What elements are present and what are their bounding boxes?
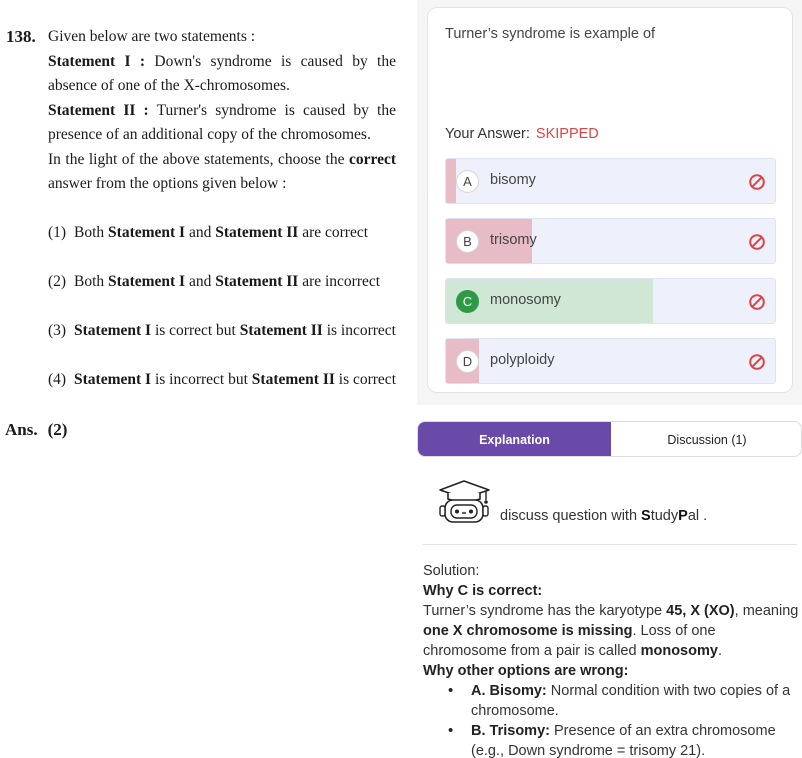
answer-option-a[interactable] — [445, 158, 776, 204]
option-text — [74, 221, 396, 246]
printed-option-1 — [48, 221, 396, 246]
option-bold-1: Statement I — [74, 371, 152, 388]
studypal-p: P — [678, 508, 688, 524]
your-answer — [445, 126, 599, 142]
statement-1-text: Down's syndrome is caused by the absence of one of the X-chromosomes. — [48, 52, 396, 94]
statement-2-label: Statement II : — [48, 101, 149, 119]
option-number: (3) — [48, 322, 67, 339]
question-card — [427, 7, 793, 393]
answer-option-d[interactable] — [445, 338, 776, 384]
answer-option-b[interactable] — [445, 218, 776, 264]
answer-option-c[interactable] — [445, 278, 776, 324]
option-text — [74, 270, 396, 295]
ban-icon — [748, 233, 766, 251]
sol-text: , meaning — [734, 603, 799, 619]
ban-icon — [748, 293, 766, 311]
answer-label: Ans. — [5, 420, 38, 439]
option-letter: A — [456, 170, 479, 193]
ban-icon — [748, 173, 766, 191]
option-post: is incorrect — [326, 322, 396, 339]
option-mid: and — [188, 224, 212, 241]
option-label: bisomy — [490, 172, 536, 188]
option-letter: C — [456, 290, 479, 313]
printed-option-2 — [48, 270, 396, 295]
option-post: are correct — [302, 224, 369, 241]
option-bold-2: Statement II — [251, 371, 335, 388]
quiz-question-text: Turner’s syndrome is example of — [445, 26, 656, 42]
option-mid: is correct but — [154, 322, 236, 339]
sol-bold: one X chromosome is missing — [423, 623, 633, 639]
question-body — [48, 25, 396, 197]
option-letter: D — [456, 350, 479, 373]
answer-key — [5, 418, 67, 443]
option-bold-2: Statement II — [239, 322, 323, 339]
studypal-period: . — [703, 508, 708, 524]
instruction-pre: In the light of the above statements, choose the — [48, 150, 345, 168]
question-number: 138. — [6, 27, 36, 46]
sol-text: Turner’s syndrome has the karyotype — [423, 603, 663, 619]
statement-2-text: Turner's syndrome is caused by the presence of an additional copy of the chromosomes. — [48, 101, 396, 143]
option-post: is correct — [338, 371, 396, 388]
option-number: (4) — [48, 371, 67, 388]
your-answer-label: Your Answer: — [445, 126, 530, 142]
option-text — [74, 368, 396, 393]
sol-term: monosomy — [640, 643, 718, 659]
solution-tabs — [417, 421, 802, 457]
list-item — [447, 681, 799, 721]
option-percentage-bar — [446, 159, 456, 203]
studypal-al: al — [687, 508, 700, 524]
instruction-post: answer from the options given below : — [48, 175, 287, 192]
studypal-text: discuss question with — [500, 508, 638, 524]
answer-value: (2) — [47, 420, 68, 439]
option-letter: B — [456, 230, 479, 253]
option-bold-2: Statement II — [215, 224, 299, 241]
your-answer-status: SKIPPED — [535, 126, 599, 142]
option-bold-1: Statement I — [74, 322, 152, 339]
question-intro: Given below are two statements : — [48, 28, 256, 45]
why-correct-heading: Why C is correct: — [423, 583, 543, 599]
bullet-text: Presence of an extra chromosome (e.g., Down syndrome = trisomy 21). — [471, 723, 776, 758]
option-mid: is incorrect but — [154, 371, 248, 388]
option-mid: and — [188, 273, 212, 290]
sol-text: . — [717, 643, 722, 659]
sol-text: . Loss of one chromosome from a pair is called — [423, 623, 716, 659]
wrong-options-list — [447, 681, 799, 758]
solution-section — [423, 561, 799, 758]
tab-discussion[interactable]: Discussion (1) — [667, 433, 747, 447]
studypal-robot-icon[interactable] — [436, 477, 494, 525]
option-number: (1) — [48, 224, 67, 241]
option-bold-2: Statement II — [215, 273, 299, 290]
option-bold-1: Statement I — [108, 273, 186, 290]
bullet-head: A. Bisomy: — [471, 683, 547, 699]
why-correct-text — [423, 601, 799, 661]
studypal-tudy: tudy — [650, 508, 679, 524]
option-label: monosomy — [490, 292, 561, 308]
ban-icon — [748, 353, 766, 371]
instruction — [48, 148, 396, 197]
option-label: polyploidy — [490, 352, 555, 368]
option-number: (2) — [48, 273, 67, 290]
bullet-text: Normal condition with two copies of a chromosome. — [471, 683, 791, 719]
karyotype: 45, X (XO) — [666, 603, 735, 619]
divider — [423, 544, 797, 545]
printed-option-3 — [48, 319, 396, 344]
instruction-bold: correct — [348, 150, 397, 168]
option-pre: Both — [74, 224, 105, 241]
studypal-prompt[interactable] — [500, 508, 707, 524]
why-wrong-heading: Why other options are wrong: — [423, 663, 629, 679]
statement-1-label: Statement I : — [48, 52, 146, 70]
tab-explanation[interactable]: Explanation — [418, 422, 611, 457]
option-text — [74, 319, 396, 344]
studypal-s: S — [641, 508, 651, 524]
statement-1 — [48, 50, 396, 99]
option-label: trisomy — [490, 232, 537, 248]
solution-title: Solution: — [423, 563, 480, 579]
list-item — [447, 721, 799, 758]
statement-2 — [48, 99, 396, 148]
option-post: are incorrect — [302, 273, 381, 290]
printed-option-4 — [48, 368, 396, 393]
bullet-head: B. Trisomy: — [471, 723, 550, 739]
option-bold-1: Statement I — [108, 224, 186, 241]
option-pre: Both — [74, 273, 105, 290]
